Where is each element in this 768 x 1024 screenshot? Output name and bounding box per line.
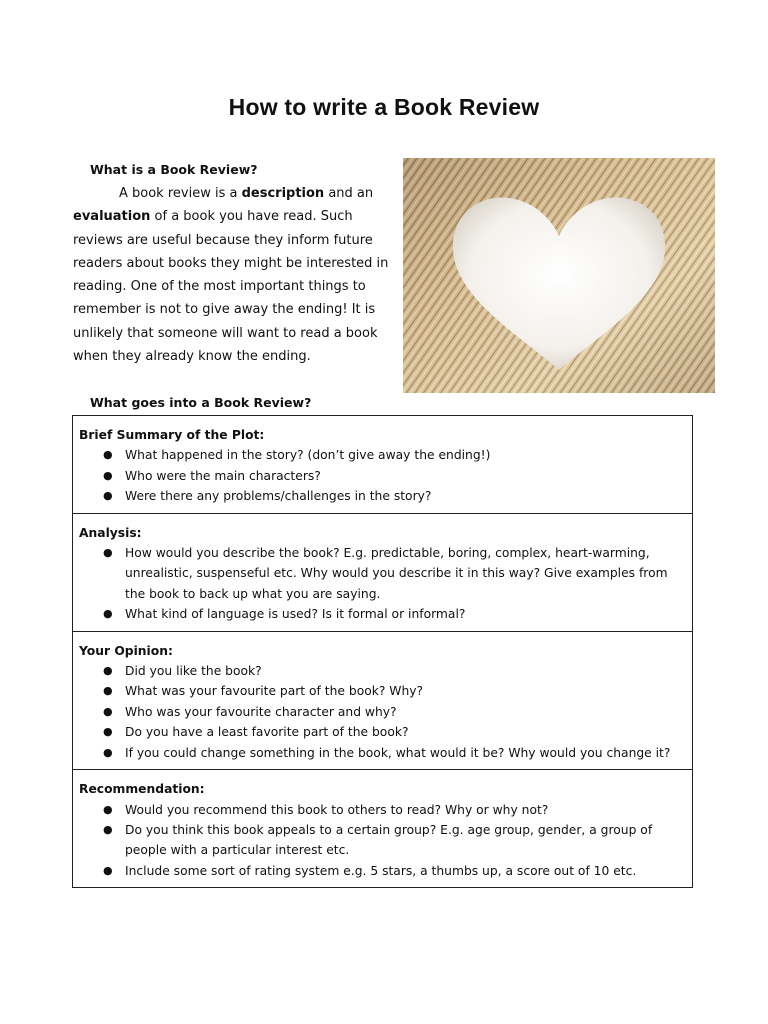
intro-text-1: A book review is a [119, 186, 242, 201]
table-cell [73, 770, 693, 888]
table-row [73, 770, 693, 888]
list-item [79, 661, 686, 681]
bullet-icon: ● [103, 664, 113, 678]
list-item [79, 861, 686, 881]
list-item-text: What was your favourite part of the book? Why? [125, 684, 424, 699]
list-item-text: What kind of language is used? Is it formal or informal? [125, 607, 466, 622]
list-item [79, 543, 686, 604]
bullet-icon: ● [103, 607, 113, 621]
intro-heading: What is a Book Review? [90, 162, 258, 177]
bullet-icon: ● [103, 684, 113, 698]
bullet-list [79, 543, 686, 625]
list-item-text: Did you like the book? [125, 664, 262, 679]
section-heading: Recommendation: [79, 782, 205, 797]
bullet-list [79, 800, 686, 882]
list-item [79, 722, 686, 742]
list-item [79, 445, 686, 465]
bullet-icon: ● [103, 704, 113, 718]
bullet-icon: ● [103, 725, 113, 739]
table-cell [73, 631, 693, 769]
table-row [73, 513, 693, 631]
list-item-text: Include some sort of rating system e.g. 5 stars, a thumbs up, a score out of 10 etc. [125, 863, 637, 878]
table-cell [73, 513, 693, 631]
section-heading: Analysis: [79, 525, 142, 540]
bullet-icon: ● [103, 546, 113, 560]
list-item [79, 800, 686, 820]
table-cell [73, 416, 693, 514]
list-item-text: Would you recommend this book to others to read? Why or why not? [125, 802, 549, 817]
list-item [79, 486, 686, 506]
list-item-text: Who were the main characters? [125, 468, 321, 483]
bullet-icon: ● [103, 448, 113, 462]
list-item-text: Do you have a least favorite part of the book? [125, 725, 409, 740]
list-item [79, 604, 686, 624]
table-row [73, 631, 693, 769]
list-item-text: If you could change something in the book, what would it be? Why would you change it? [125, 745, 671, 760]
list-item-text: Who was your favourite character and why? [125, 704, 397, 719]
bullet-icon: ● [103, 489, 113, 503]
intro-paragraph [73, 182, 393, 368]
bullet-list [79, 661, 686, 763]
bullet-icon: ● [103, 802, 113, 816]
list-item [79, 466, 686, 486]
table-row [73, 416, 693, 514]
heart-books-photo [403, 158, 715, 393]
intro-bold-description: description [241, 186, 325, 201]
section-heading: Your Opinion: [79, 643, 173, 658]
contents-heading: What goes into a Book Review? [90, 395, 312, 410]
bullet-icon: ● [103, 745, 113, 759]
bullet-icon: ● [103, 863, 113, 877]
list-item-text: Were there any problems/challenges in the story? [125, 489, 432, 504]
bullet-list [79, 445, 686, 506]
list-item [79, 702, 686, 722]
intro-text-2: and an [324, 186, 374, 201]
intro-text-3: of a book you have read. Such reviews are useful because they inform future readers about books they might be interested in reading. One of the most important things to remember is not to give away the ending! It is unlikely that someone will want to read a book when they already know the ending. [73, 209, 389, 365]
list-item [79, 681, 686, 701]
bullet-icon: ● [103, 822, 113, 836]
list-item-text: Do you think this book appeals to a certain group? E.g. age group, gender, a group of people with a particular interest etc. [125, 822, 653, 858]
list-item [79, 820, 686, 861]
list-item-text: How would you describe the book? E.g. predictable, boring, complex, heart-warming, unrealistic, suspenseful etc. Why would you describe it in this way? Give examples from the book to back up what you are saying. [125, 546, 668, 601]
bullet-icon: ● [103, 468, 113, 482]
list-item [79, 743, 686, 763]
review-components-table [72, 415, 693, 888]
intro-bold-evaluation: evaluation [73, 209, 151, 225]
list-item-text: What happened in the story? (don’t give away the ending!) [125, 448, 491, 463]
page-title: How to write a Book Review [228, 94, 540, 120]
section-heading: Brief Summary of the Plot: [79, 428, 265, 442]
